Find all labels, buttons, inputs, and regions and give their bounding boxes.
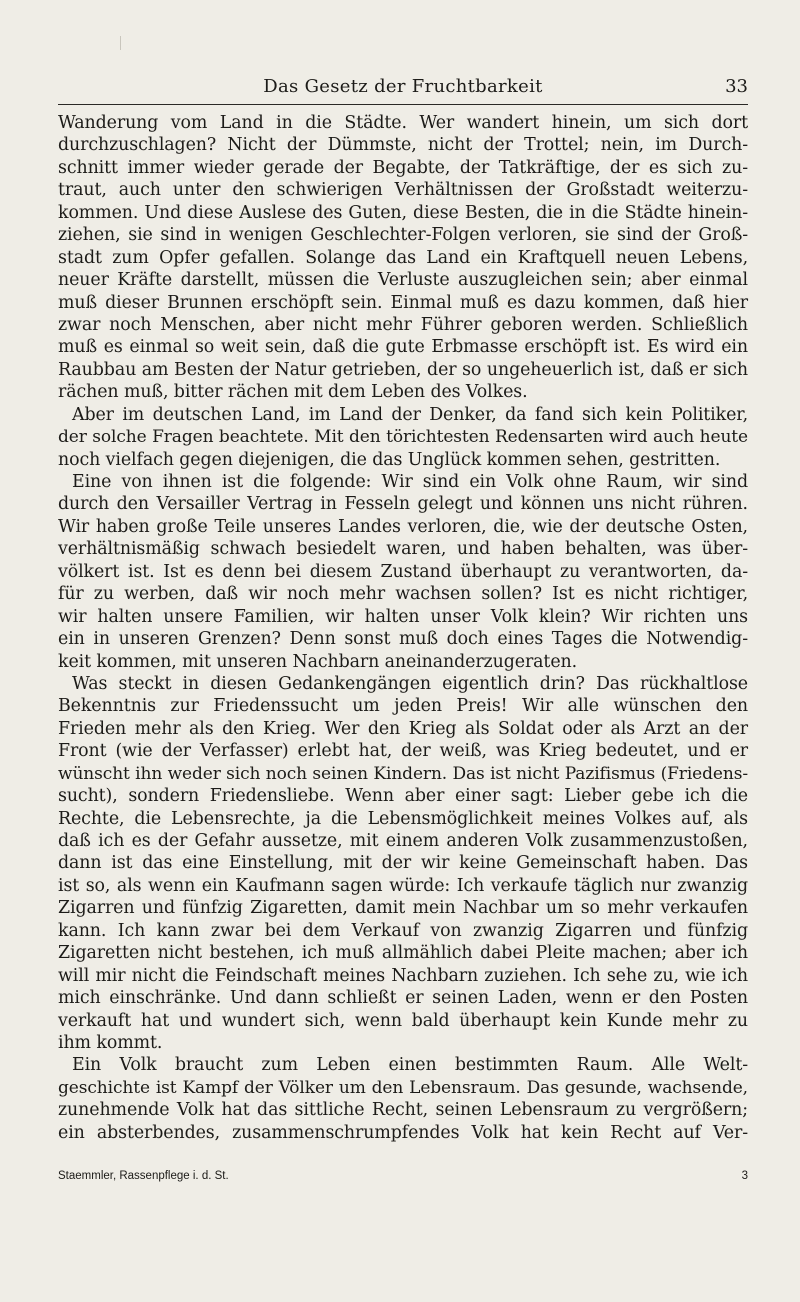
text-line: schnitt immer wieder gerade der Begabte, der Tatkräftige, der es sich zu- bbox=[58, 157, 748, 178]
text-line: stadt zum Opfer gefallen. Solange das Land ein Kraftquell neuen Lebens, bbox=[58, 247, 748, 268]
text-line: ein absterbendes, zusammenschrumpfendes Volk hat kein Recht auf Ver- bbox=[58, 1122, 748, 1143]
text-line: daß ich es der Gefahr aussetze, mit einem anderen Volk zusammenzustoßen, bbox=[58, 831, 748, 851]
text-line: wir halten unsere Familien, wir halten unser Volk klein? Wir richten uns bbox=[58, 606, 748, 627]
text-line: will mir nicht die Feindschaft meines Nachbarn zuziehen. Ich sehe zu, wie ich bbox=[58, 965, 748, 986]
text-line: verkauft hat und wundert sich, wenn bald überhaupt kein Kunde mehr zu bbox=[58, 1010, 748, 1031]
signature-mark: 3 bbox=[741, 1170, 748, 1182]
text-line: Bekenntnis zur Friedenssucht um jeden Preis! Wir alle wünschen den bbox=[58, 696, 748, 717]
text-line: Zigaretten nicht bestehen, ich muß allmählich dabei Pleite machen; aber ich bbox=[58, 943, 748, 964]
text-line: kommen. Und diese Auslese des Guten, diese Besten, die in die Städte hinein- bbox=[58, 202, 748, 223]
text-line: ziehen, sie sind in wenigen Geschlechter-Folgen verloren, sie sind der Groß- bbox=[58, 225, 748, 246]
text-line: traut, auch unter den schwierigen Verhältnissen der Großstadt weiterzu- bbox=[58, 180, 748, 201]
text-line: geschichte ist Kampf der Völker um den Lebensraum. Das gesunde, wachsende, bbox=[58, 1077, 748, 1098]
text-line: durch den Versailler Vertrag in Fesseln gelegt und können uns nicht rühren. bbox=[58, 494, 748, 515]
text-line: muß es einmal so weit sein, daß die gute Erbmasse erschöpft ist. Es wird ein bbox=[58, 337, 748, 358]
text-line: durchzuschlagen? Nicht der Dümmste, nicht der Trottel; nein, im Durch- bbox=[58, 135, 748, 156]
text-line: muß dieser Brunnen erschöpft sein. Einmal muß es dazu kommen, daß hier bbox=[58, 292, 748, 313]
page-footer bbox=[58, 1170, 748, 1190]
text-line: keit kommen, mit unseren Nachbarn aneinanderzugeraten. bbox=[58, 651, 578, 672]
text-line: ein in unseren Grenzen? Denn sonst muß doch eines Tages die Notwendig- bbox=[58, 629, 748, 650]
text-line: Was steckt in diesen Gedankengängen eigentlich drin? Das rückhaltlose bbox=[72, 673, 748, 694]
text-line: wünscht ihn weder sich noch seinen Kindern. Das ist nicht Pazifismus (Friedens- bbox=[58, 763, 748, 784]
text-line: zunehmende Volk hat das sittliche Recht, seinen Lebensraum zu vergrößern; bbox=[58, 1100, 748, 1121]
text-line: ihm kommt. bbox=[58, 1032, 163, 1053]
text-line: neuer Kräfte darstellt, müssen die Verluste auszugleichen sein; aber einmal bbox=[58, 270, 748, 291]
text-line: rächen muß, bitter rächen mit dem Leben des Volkes. bbox=[58, 382, 528, 403]
body-text bbox=[58, 112, 748, 1144]
text-line: mich einschränke. Und dann schließt er seinen Laden, wenn er den Posten bbox=[58, 988, 748, 1009]
text-line: Ein Volk braucht zum Leben einen bestimmten Raum. Alle Welt- bbox=[72, 1055, 748, 1076]
text-line: Front (wie der Verfasser) erlebt hat, der weiß, was Krieg bedeutet, und er bbox=[58, 741, 748, 762]
text-line: Zigarren und fünfzig Zigaretten, damit mein Nachbar um so mehr verkaufen bbox=[58, 898, 748, 919]
text-line: kann. Ich kann zwar bei dem Verkauf von zwanzig Zigarren und fünfzig bbox=[58, 920, 748, 941]
text-line: für zu werben, daß wir noch mehr wachsen sollen? Ist es nicht richtiger, bbox=[58, 584, 748, 605]
running-header bbox=[58, 76, 748, 106]
text-line: Aber im deutschen Land, im Land der Denker, da fand sich kein Politiker, bbox=[72, 404, 748, 425]
header-rule bbox=[58, 104, 748, 105]
text-line: Rechte, die Lebensrechte, ja die Lebensmöglichkeit meines Volkes auf, als bbox=[58, 808, 748, 829]
running-title: Das Gesetz der Fruchtbarkeit bbox=[263, 76, 543, 97]
text-line: zwar noch Menschen, aber nicht mehr Führer geboren werden. Schließlich bbox=[58, 314, 748, 335]
text-line: Frieden mehr als den Krieg. Wer den Krieg als Soldat oder als Arzt an der bbox=[58, 718, 748, 739]
text-line: der solche Fragen beachtete. Mit den törichtesten Redensarten wird auch heute bbox=[58, 427, 748, 448]
text-line: Wanderung vom Land in die Städte. Wer wandert hinein, um sich dort bbox=[58, 113, 748, 133]
text-line: Wir haben große Teile unseres Landes verloren, die, wie der deutsche Osten, bbox=[58, 516, 748, 537]
text-line: noch vielfach gegen diejenigen, die das Unglück kommen sehen, gestritten. bbox=[58, 449, 721, 470]
text-line: ist so, als wenn ein Kaufmann sagen würde: Ich verkaufe täglich nur zwanzig bbox=[58, 875, 748, 896]
text-line: Eine von ihnen ist die folgende: Wir sind ein Volk ohne Raum, wir sind bbox=[72, 472, 748, 492]
text-line: dann ist das eine Einstellung, mit der wir keine Gemeinschaft haben. Das bbox=[58, 853, 748, 874]
text-line: Raubbau am Besten der Natur getrieben, der so ungeheuerlich ist, daß er sich bbox=[58, 359, 748, 380]
text-line: sucht), sondern Friedensliebe. Wenn aber einer sagt: Lieber gebe ich die bbox=[58, 786, 748, 807]
text-line: verhältnismäßig schwach besiedelt waren, und haben behalten, was über- bbox=[58, 539, 748, 560]
page-number: 33 bbox=[725, 76, 748, 97]
text-line: völkert ist. Ist es denn bei diesem Zustand überhaupt zu verantworten, da- bbox=[58, 561, 748, 582]
scan-mark bbox=[120, 36, 121, 50]
signature-line: Staemmler, Rassenpflege i. d. St. bbox=[58, 1170, 229, 1182]
